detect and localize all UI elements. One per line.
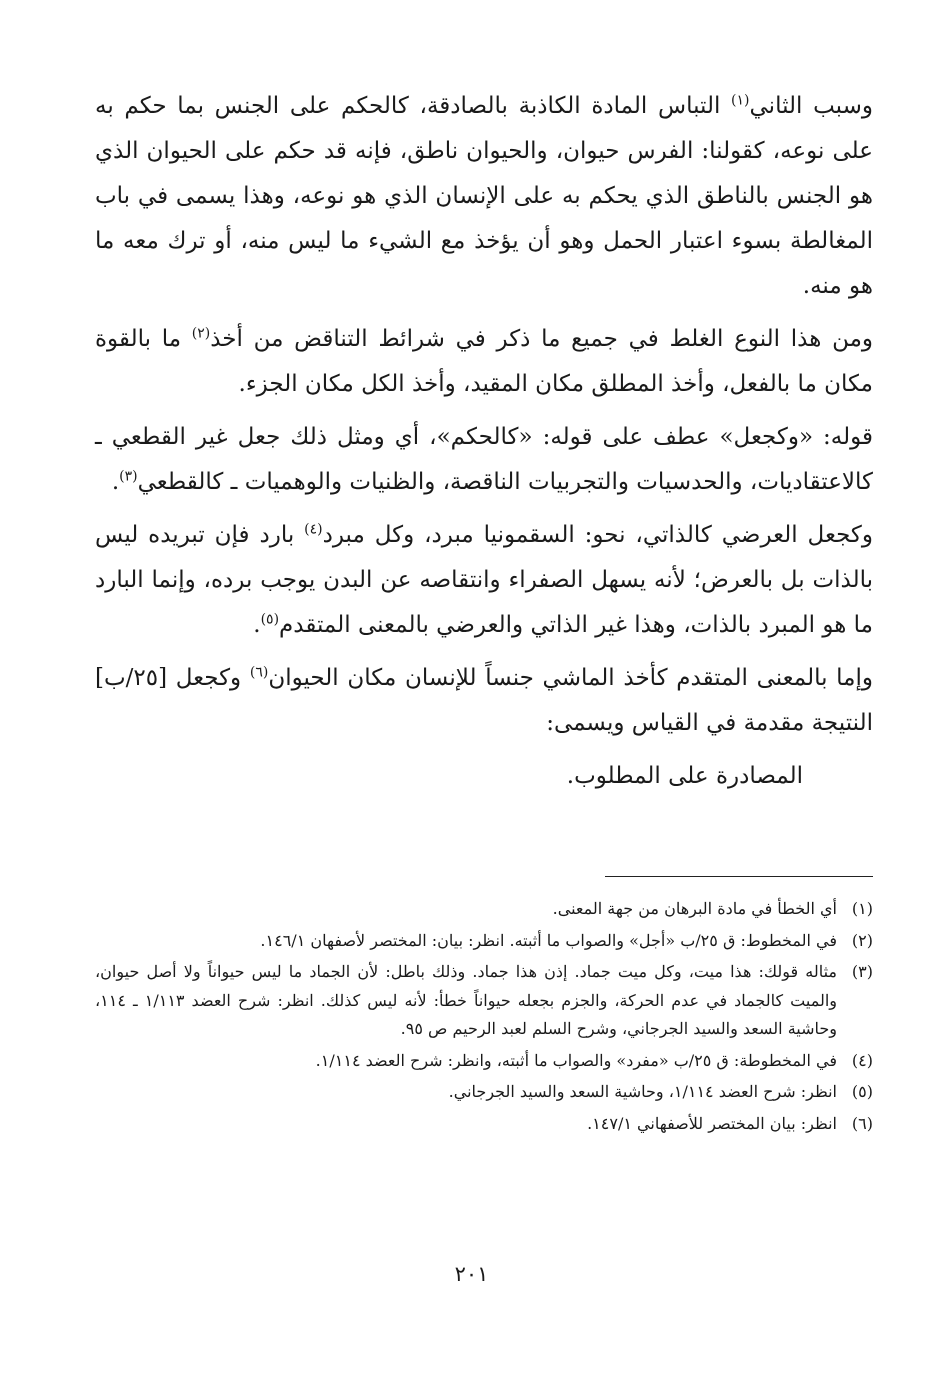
footnote-text: في المخطوطة: ق ٢٥/ب «مفرد» والصواب ما أثبته، وانظر: شرح العضد ١/١١٤. xyxy=(315,1050,837,1070)
footnote-text: مثاله قولك: هذا ميت، وكل ميت جماد. إذن هذا جماد. وذلك باطل: لأن الجماد ما ليس حيواناً ولا أصل حيوان، والميت كالجماد في عدم الحركة، والجزم بجعله حيواناً خطأ: لأنه ليس كذلك. انظر: شرح العضد ١/١١٣ ـ ١١٤، وحاشية السعد والسيد الجرجاني، وشرح السلم لعبد الرحيم ص ٩٥. xyxy=(95,962,837,1038)
footnote-ref-2: (٢) xyxy=(191,325,211,342)
paragraph-3: قوله: «وكجعل» عطف على قوله: «كالحكم»، أي ومثل ذلك جعل غير القطعي ـ كالاعتقاديات، والحدسيات والتجربيات الناقصة، والظنيات والوهميات ـ كالقطعي$^{(٣)}$. xyxy=(95,424,873,495)
footnote-ref-1: (١) xyxy=(731,92,750,109)
footnote-ref-6: (٦) xyxy=(249,664,269,681)
footnote-number: (٥) xyxy=(851,1082,873,1101)
footnote-ref-4: (٤) xyxy=(304,521,323,538)
footnote-number: (٣) xyxy=(851,962,873,981)
footnotes xyxy=(95,895,873,1141)
paragraph-2: ومن هذا النوع الغلط في جميع ما ذكر في شرائط التناقض من أخذ$^{(٢)}$ ما بالقوة مكان ما بالفعل، وأخذ المطلق مكان المقيد، وأخذ الكل مكان الجزء. xyxy=(95,325,873,397)
footnote-item xyxy=(95,1110,873,1139)
footnote-item xyxy=(95,958,873,1044)
footnote-number: (٤) xyxy=(851,1050,873,1070)
footnote-text: انظر: شرح العضد ١/١١٤، وحاشية السعد والسيد الجرجاني. xyxy=(448,1082,837,1101)
footnote-text: في المخطوط: ق ٢٥/ب «أجل» والصواب ما أثبته. انظر: بيان: المختصر لأصفهان ١٤٦/١. xyxy=(260,930,837,950)
paragraph-4: وكجعل العرضي كالذاتي، نحو: السقمونيا مبرد، وكل مبرد$^{(٤)}$ بارد فإن تبريده ليس بالذات بل بالعرض؛ لأنه يسهل الصفراء وانتقاصه عن البدن يوجب برده، وإنما البارد ما هو المبرد بالذات، وهذا غير الذاتي والعرضي بالمعنى المتقدم$^{(٥)}$. xyxy=(95,521,873,638)
footnote-text: أي الخطأ في مادة البرهان من جهة المعنى. xyxy=(552,899,837,918)
footnote-ref-3: (٣) xyxy=(119,468,138,485)
footnote-item xyxy=(95,927,873,956)
paragraph-5: وإما بالمعنى المتقدم كأخذ الماشي جنساً للإنسان مكان الحيوان$^{(٦)}$ وكجعل [٢٥/ب] النتيجة مقدمة في القياس ويسمى: xyxy=(95,664,874,736)
footnote-item xyxy=(95,895,873,924)
footnote-ref-5: (٥) xyxy=(260,611,280,628)
main-text xyxy=(95,84,873,807)
footnote-number: (١) xyxy=(851,899,873,918)
paragraph-1: وسبب الثاني$^{(١)}$ التباس المادة الكاذبة بالصادقة، كالحكم على الجنس بما حكم به على نوعه، كقولنا: الفرس حيوان، والحيوان ناطق، فإنه قد حكم على الحيوان الذي هو الجنس بالناطق الذي يحكم به على الإنسان الذي هو نوعه، وهذا يسمى في باب المغالطة بسوء اعتبار الحمل وهو أن يؤخذ مع الشيء ما ليس منه، أو ترك معه ما هو منه. xyxy=(95,92,873,299)
page-number: ٢٠١ xyxy=(454,1262,489,1286)
paragraph-6: المصادرة على المطلوب. xyxy=(566,763,803,789)
footnote-number: (٢) xyxy=(851,930,873,950)
footnote-number: (٦) xyxy=(851,1113,873,1133)
footnote-item xyxy=(95,1078,873,1107)
footnote-divider xyxy=(605,876,873,877)
footnote-text: انظر: بيان المختصر للأصفهاني ١٤٧/١. xyxy=(587,1113,837,1133)
footnote-item xyxy=(95,1047,873,1076)
